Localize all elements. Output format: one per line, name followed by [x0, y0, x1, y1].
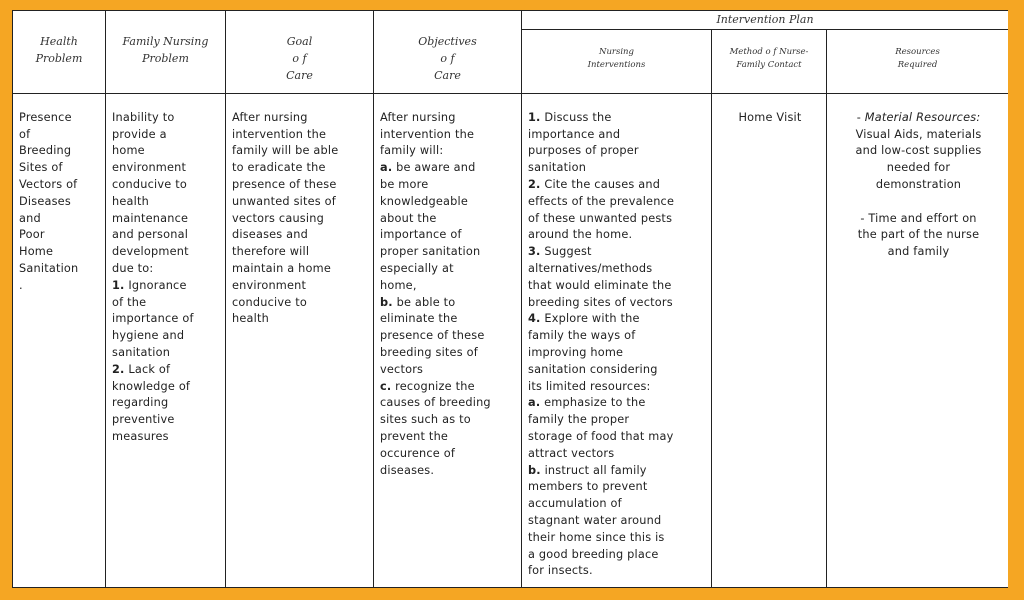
- text-line: demonstration: [875, 178, 962, 192]
- family-nursing-care-plan-table: [12, 10, 1008, 588]
- text-line: intervention the: [232, 127, 327, 141]
- text-line: occurence of: [380, 446, 456, 460]
- text-line: conducive to: [112, 178, 187, 192]
- text-line: Sites of: [19, 161, 63, 175]
- text-line: Sanitation: [19, 262, 79, 276]
- text-line: sanitation considering: [528, 362, 658, 376]
- text-line: unwanted sites of: [232, 194, 336, 208]
- text-line: b. be able to: [380, 295, 456, 309]
- text-line: home,: [380, 278, 417, 292]
- header-intervention-plan: Intervention Plan: [522, 11, 1009, 30]
- text-line: be more: [380, 178, 429, 192]
- header-objectives-of-care: Objectives o f Care: [374, 11, 522, 94]
- care-plan-sheet: [12, 10, 1008, 588]
- text-line: diseases and: [232, 228, 309, 242]
- text-line: a. be aware and: [380, 161, 476, 175]
- header-goal-of-care: Goal o f Care: [226, 11, 374, 94]
- text-line: sites such as to: [380, 413, 471, 427]
- text-line: attract vectors: [528, 446, 615, 460]
- text-line: Inability to: [112, 110, 175, 124]
- header-resources-required: Resources Required: [827, 30, 1009, 94]
- text-line: Visual Aids, materials: [855, 127, 982, 141]
- text-line: breeding sites of: [380, 346, 478, 360]
- header-health-problem: Health Problem: [13, 11, 106, 94]
- text-line: members to prevent: [528, 480, 648, 494]
- text-line: family will be able: [232, 144, 339, 158]
- text-line: family will:: [380, 144, 444, 158]
- text-line: especially at: [380, 262, 454, 276]
- text-line: .: [19, 278, 23, 292]
- text-line: due to:: [112, 262, 154, 276]
- text-line: After nursing: [380, 110, 456, 124]
- text-line: Presence: [19, 110, 72, 124]
- text-line: knowledgeable: [380, 194, 469, 208]
- text-line: health: [232, 312, 269, 326]
- text-line: Poor: [19, 228, 45, 242]
- text-line: presence of these: [380, 329, 485, 343]
- text-line: eliminate the: [380, 312, 458, 326]
- text-line: and family: [887, 245, 950, 259]
- cell-objectives-of-care: [374, 93, 522, 587]
- text-line: of the: [112, 295, 147, 309]
- text-line: After nursing: [232, 110, 308, 124]
- text-line: environment: [232, 278, 307, 292]
- text-line: prevent the: [380, 430, 449, 444]
- text-line: Home: [19, 245, 54, 259]
- text-line: storage of food that may: [528, 430, 674, 444]
- text-line: causes of breeding: [380, 396, 491, 410]
- text-line: Vectors of: [19, 178, 78, 192]
- text-line: their home since this is: [528, 530, 665, 544]
- cell-goal-of-care: [226, 93, 374, 587]
- text-line: effects of the prevalence: [528, 194, 675, 208]
- text-line: of these unwanted pests: [528, 211, 673, 225]
- text-line: hygiene and: [112, 329, 185, 343]
- text-line: [833, 194, 1004, 211]
- text-line: breeding sites of vectors: [528, 295, 673, 309]
- text-line: purposes of proper: [528, 144, 639, 158]
- text-line: needed for: [886, 161, 951, 175]
- text-line: to eradicate the: [232, 161, 326, 175]
- text-line: preventive: [112, 413, 175, 427]
- text-line: improving home: [528, 346, 624, 360]
- text-line: that would eliminate the: [528, 278, 672, 292]
- text-line: of: [19, 127, 31, 141]
- text-line: 1. Discuss the: [528, 110, 612, 124]
- text-line: for insects.: [528, 564, 593, 578]
- text-line: importance and: [528, 127, 621, 141]
- text-line: health: [112, 194, 149, 208]
- text-line: - Time and effort on: [860, 211, 977, 225]
- text-line: and low-cost supplies: [855, 144, 982, 158]
- cell-nursing-interventions: [522, 93, 712, 587]
- header-family-nursing-problem: Family Nursing Problem: [106, 11, 226, 94]
- text-line: vectors: [380, 362, 424, 376]
- text-line: sanitation: [112, 346, 171, 360]
- cell-family-nursing-problem: [106, 93, 226, 587]
- cell-method-of-contact: Home Visit: [712, 93, 827, 587]
- text-line: proper sanitation: [380, 245, 481, 259]
- text-line: environment: [112, 161, 187, 175]
- text-line: development: [112, 245, 189, 259]
- text-line: about the: [380, 211, 437, 225]
- text-line: vectors causing: [232, 211, 324, 225]
- text-line: diseases.: [380, 463, 435, 477]
- text-line: importance of: [112, 312, 194, 326]
- text-line: family the ways of: [528, 329, 636, 343]
- cell-health-problem: [13, 93, 106, 587]
- text-line: accumulation of: [528, 497, 622, 511]
- text-line: b. instruct all family: [528, 463, 647, 477]
- text-line: 2. Lack of: [112, 362, 171, 376]
- text-line: stagnant water around: [528, 514, 662, 527]
- text-line: family the proper: [528, 413, 630, 427]
- header-nursing-interventions: Nursing Interventions: [522, 30, 712, 94]
- text-line: maintenance: [112, 211, 189, 225]
- text-line: home: [112, 144, 145, 158]
- text-line: conducive to: [232, 295, 307, 309]
- text-line: maintain a home: [232, 262, 332, 276]
- text-line: 2. Cite the causes and: [528, 178, 661, 192]
- text-line: a. emphasize to the: [528, 396, 646, 410]
- text-line: 3. Suggest: [528, 245, 592, 259]
- text-line: around the home.: [528, 228, 633, 242]
- text-line: measures: [112, 430, 169, 444]
- text-line: its limited resources:: [528, 379, 651, 393]
- text-line: knowledge of: [112, 379, 191, 393]
- cell-resources-required: [827, 93, 1009, 587]
- text-line: importance of: [380, 228, 462, 242]
- text-line: presence of these: [232, 178, 337, 192]
- text-line: Diseases: [19, 194, 71, 208]
- text-line: the part of the nurse: [857, 228, 980, 242]
- text-line: therefore will: [232, 245, 310, 259]
- header-method-of-contact: Method o f Nurse- Family Contact: [712, 30, 827, 94]
- text-line: and: [19, 211, 41, 225]
- text-line: 4. Explore with the: [528, 312, 640, 326]
- text-line: alternatives/methods: [528, 262, 653, 276]
- text-line: c. recognize the: [380, 379, 475, 393]
- text-line: a good breeding place: [528, 547, 659, 561]
- text-line: regarding: [112, 396, 169, 410]
- text-line: Breeding: [19, 144, 72, 158]
- text-line: - Material Resources:: [856, 110, 981, 124]
- text-line: intervention the: [380, 127, 475, 141]
- text-line: sanitation: [528, 161, 587, 175]
- text-line: provide a: [112, 127, 167, 141]
- text-line: 1. Ignorance: [112, 278, 187, 292]
- text-line: and personal: [112, 228, 189, 242]
